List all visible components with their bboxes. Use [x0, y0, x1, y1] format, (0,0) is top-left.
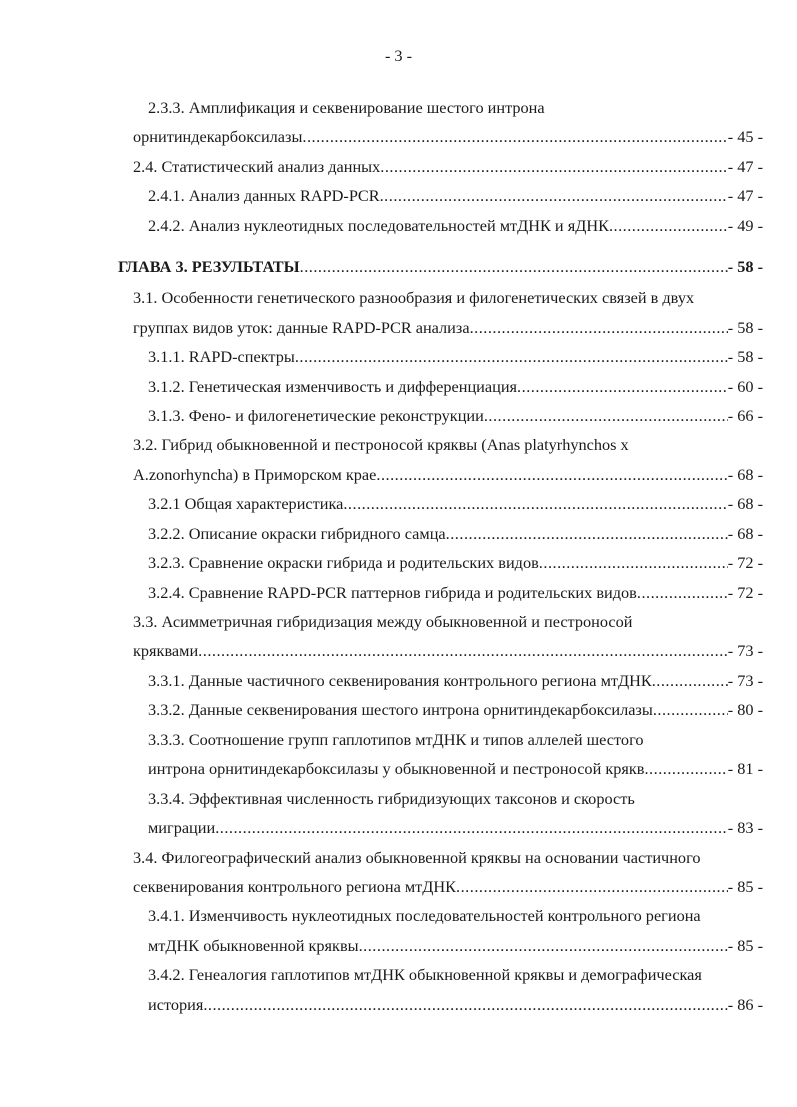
toc-line [118, 843, 763, 872]
toc-line [118, 181, 763, 210]
toc-entry[interactable] [118, 93, 763, 152]
dot-leader [470, 313, 728, 342]
toc-line [118, 607, 763, 636]
toc-entry-text: 3.1. Особенности генетического разнообразия и филогенетических связей в двух [133, 288, 695, 308]
toc-entry[interactable] [118, 901, 763, 960]
toc-entry-text: 3.2.3. Сравнение окраски гибрида и родительских видов [148, 553, 539, 573]
dot-leader [295, 342, 728, 371]
toc-entry-text: группах видов уток: данные RAPD-PCR анализа [133, 317, 470, 337]
toc-line [118, 636, 763, 665]
dot-leader [653, 695, 728, 724]
toc-entry-text: 2.3.3. Амплификация и секвенирование шестого интрона [148, 98, 545, 117]
toc-entry-text: 3.1.2. Генетическая изменчивость и дифференциация [148, 376, 518, 396]
toc-entry-text: 3.4.2. Генеалогия гаплотипов мтДНК обыкновенной кряквы и демографическая [148, 965, 702, 985]
toc-page-number: - 85 - [727, 876, 763, 896]
toc-entry-text: история [148, 994, 204, 1014]
toc-entry-text: 3.2.2. Описание окраски гибридного самца [148, 523, 446, 543]
toc-entry-text: мтДНК обыкновенной кряквы [148, 935, 359, 955]
toc-entry[interactable] [118, 548, 763, 577]
toc-line [118, 342, 763, 371]
toc-entry-text: 3.4.1. Изменчивость нуклеотидных последовательностей контрольного региона [148, 906, 701, 926]
toc-entry-text: 3.2. Гибрид обыкновенной и пестроносой кряквы (Anas platyrhynchos x [133, 435, 629, 455]
toc-page-number: - 72 - [727, 553, 763, 573]
toc-entry[interactable] [118, 784, 763, 843]
toc-entry-text: ГЛАВА 3. РЕЗУЛЬТАТЫ [118, 257, 300, 277]
toc-entry-text: 2.4. Статистический анализ данных [133, 156, 381, 176]
dot-leader [456, 872, 728, 901]
toc-line [118, 152, 763, 181]
toc-line [118, 430, 763, 459]
toc-entry-text: 3.1.1. RAPD-спектры [148, 347, 295, 367]
toc-page-number: - 47 - [727, 186, 763, 206]
toc-entry[interactable] [118, 666, 763, 695]
toc-line [118, 990, 763, 1019]
toc-line [118, 666, 763, 695]
toc-page-number: - 68 - [727, 494, 763, 514]
dot-leader [484, 401, 728, 430]
toc-entry-text: секвенирования контрольного региона мтДНК [133, 876, 457, 896]
toc-page-number: - 86 - [727, 994, 763, 1014]
dot-leader [215, 813, 728, 842]
toc-line [118, 931, 763, 960]
toc-entry-text: интрона орнитиндекарбоксилазы у обыкновенной и пестроносой крякв [148, 759, 645, 779]
dot-leader [446, 519, 728, 548]
dot-leader [343, 489, 727, 518]
toc-entry[interactable] [118, 430, 763, 489]
toc-entry-text: 3.3.3. Соотношение групп гаплотипов мтДНК и типов аллелей шестого [148, 729, 644, 749]
toc-entry[interactable] [118, 283, 763, 342]
toc-page-number: - 73 - [727, 641, 763, 661]
toc-entry-text: 2.4.2. Анализ нуклеотидных последовательностей мтДНК и яДНК [148, 215, 609, 235]
dot-leader [652, 666, 728, 695]
toc-line [118, 872, 763, 901]
toc-line [118, 813, 763, 842]
toc-entry[interactable] [118, 489, 763, 518]
toc-page-number: - 83 - [727, 818, 763, 838]
toc-page-number: - 45 - [727, 127, 763, 147]
toc-entry[interactable] [118, 725, 763, 784]
toc-line [118, 251, 763, 283]
dot-leader [359, 931, 728, 960]
toc-entry[interactable] [118, 695, 763, 724]
toc-line [118, 784, 763, 813]
toc-line [118, 548, 763, 577]
toc-line [118, 283, 763, 312]
toc-line [118, 460, 763, 489]
toc-page-number: - 58 - [727, 317, 763, 337]
toc-line [118, 122, 763, 151]
toc-entry-text: миграции [148, 818, 216, 838]
toc-line [118, 211, 763, 240]
toc-page-number: - 80 - [727, 700, 763, 720]
toc-page-number: - 68 - [727, 523, 763, 543]
dot-leader [203, 990, 727, 1019]
toc-line [118, 578, 763, 607]
toc-entry-text: 3.2.4. Сравнение RAPD-PCR паттернов гибрида и родительских видов [148, 582, 637, 602]
dot-leader [376, 460, 727, 489]
toc-entry[interactable] [118, 342, 763, 371]
toc-line [118, 401, 763, 430]
toc-entry-text: 3.4. Филогеографический анализ обыкновенной кряквы на основании частичного [133, 847, 701, 867]
toc-entry[interactable] [118, 960, 763, 1019]
toc-page-number: - 66 - [727, 405, 763, 425]
toc-page-number: - 72 - [727, 582, 763, 602]
toc-entry[interactable] [118, 578, 763, 607]
toc-entry[interactable] [118, 181, 763, 210]
toc-page-number: - 58 - [727, 347, 763, 367]
dot-leader [637, 578, 728, 607]
dot-leader [380, 152, 727, 181]
toc-page-number: - 68 - [727, 464, 763, 484]
dot-leader [300, 251, 728, 283]
toc-entry[interactable] [118, 843, 763, 902]
toc-line [118, 93, 763, 122]
toc-entry-text: 3.1.3. Фено- и филогенетические реконструкции [148, 405, 484, 425]
toc-line [118, 725, 763, 754]
toc-entry[interactable] [118, 211, 763, 240]
dot-leader [198, 636, 728, 665]
toc-entry-text: 3.3.1. Данные частичного секвенирования контрольного региона мтДНК [148, 670, 652, 690]
toc-entry-text: орнитиндекарбоксилазы [133, 127, 303, 147]
toc-entry-text: 3.2.1 Общая характеристика [148, 494, 344, 514]
toc-chapter-entry[interactable] [118, 251, 763, 283]
toc-entry-text: кряквами [133, 641, 199, 661]
dot-leader [380, 181, 728, 210]
toc-entry-text: 2.4.1. Анализ данных RAPD-PCR [148, 186, 380, 206]
toc-entry-text: 3.3.2. Данные секвенирования шестого интрона орнитиндекарбоксилазы [148, 700, 653, 720]
dot-leader [302, 122, 727, 151]
toc-line [118, 695, 763, 724]
toc-page-number: - 81 - [727, 759, 763, 779]
dot-leader [644, 754, 727, 783]
toc-entry-text: 3.3.4. Эффективная численность гибридизующих таксонов и скорость [148, 788, 635, 808]
toc-line [118, 960, 763, 989]
toc-entry[interactable] [118, 519, 763, 548]
toc-entry-text: 3.3. Асимметричная гибридизация между обыкновенной и пестроносой [133, 612, 633, 631]
page-number: - 3 - [384, 46, 413, 65]
toc-page-number: - 60 - [727, 376, 763, 396]
toc-line [118, 313, 763, 342]
toc-line [118, 901, 763, 930]
toc-entry[interactable] [118, 152, 763, 181]
toc-page-number: - 47 - [727, 156, 763, 176]
toc-entry[interactable] [118, 372, 763, 401]
toc-line [118, 519, 763, 548]
toc-line [118, 489, 763, 518]
toc-entry[interactable] [118, 401, 763, 430]
toc-page-number: - 85 - [727, 935, 763, 955]
toc-page-number: - 58 - [727, 257, 763, 277]
toc-entry-text: A.zonorhyncha) в Приморском крае [133, 464, 377, 484]
table-of-contents [118, 93, 763, 1019]
dot-leader [609, 211, 728, 240]
toc-page-number: - 73 - [727, 670, 763, 690]
toc-entry[interactable] [118, 607, 763, 666]
dot-leader [539, 548, 728, 577]
dot-leader [517, 372, 728, 401]
toc-line [118, 372, 763, 401]
toc-page-number: - 49 - [727, 215, 763, 235]
toc-line [118, 754, 763, 783]
